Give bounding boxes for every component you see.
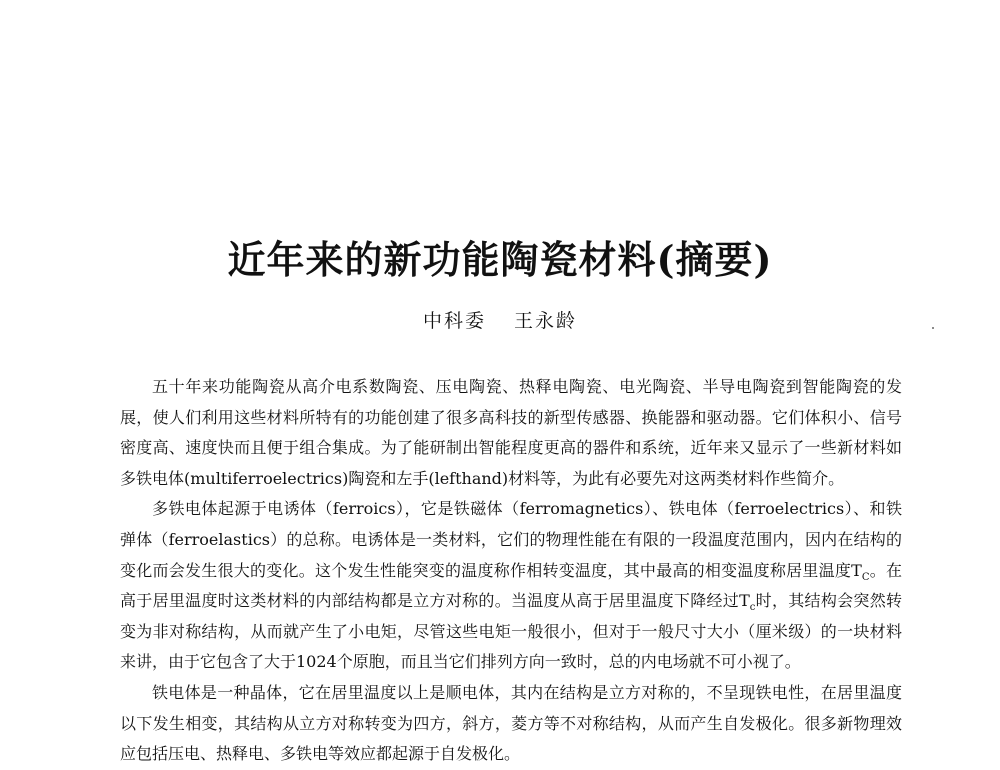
- author-line: [0, 308, 1000, 334]
- subscript: c: [749, 602, 756, 614]
- paragraph-text: 时，其结构会突然转变为非对称结构，从而就产生了小电矩，尽管这些电矩一般很小，但对于一般尺寸大小（厘米级）的一块材料来讲，由于它包含了大于1024个原胞，而且当它们排列方向一致时，总的内电场就不可小视了。: [120, 591, 902, 672]
- abstract-body: [120, 372, 902, 770]
- paragraph-multiferroics: [120, 494, 902, 678]
- author-name: 中科委: [422, 310, 486, 332]
- paragraph-intro: [120, 372, 902, 494]
- paragraph-text: 。在高于居里温度时这类材料的内部结构都是立方对称的。当温度从高于居里温度下降经过T: [120, 560, 902, 611]
- subscript: C: [861, 571, 870, 583]
- paragraph-text: 五十年来功能陶瓷从高介电系数陶瓷、压电陶瓷、热释电陶瓷、电光陶瓷、半导电陶瓷到智能陶瓷的发展，使人们利用这些材料所特有的功能创建了很多高科技的新型传感器、换能器和驱动器。它们体积小、信号密度高、速度快而且便于组合集成。为了能研制出智能程度更高的器件和系统，近年来又显示了一些新材料如多铁电体(multiferroelectrics)陶瓷和左手(lefthand)材料等，为此有必要先对这两类材料作些简介。: [120, 377, 902, 488]
- scan-speck: [932, 327, 934, 329]
- author-name: 王永龄: [514, 310, 578, 332]
- paper-title: 近年来的新功能陶瓷材料(摘要): [227, 237, 773, 282]
- paragraph-ferroelectric: [120, 678, 902, 770]
- paragraph-text: 多铁电体起源于电诱体（ferroics），它是铁磁体（ferromagnetics）、铁电体（ferroelectrics）、和铁弹体（ferroelastics）的总称。电诱体是一类材料，它们的物理性能在有限的一段温度范围内，因内在结构的变化而会发生很大的变化。这个发生性能突变的温度称作相转变温度，其中最高的相变温度称居里温度T: [120, 499, 902, 580]
- paragraph-text: 铁电体是一种晶体，它在居里温度以上是顺电体，其内在结构是立方对称的，不呈现铁电性，在居里温度以下发生相变，其结构从立方对称转变为四方，斜方，菱方等不对称结构，从而产生自发极化。很多新物理效应包括压电、热释电、多铁电等效应都起源于自发极化。: [120, 682, 902, 764]
